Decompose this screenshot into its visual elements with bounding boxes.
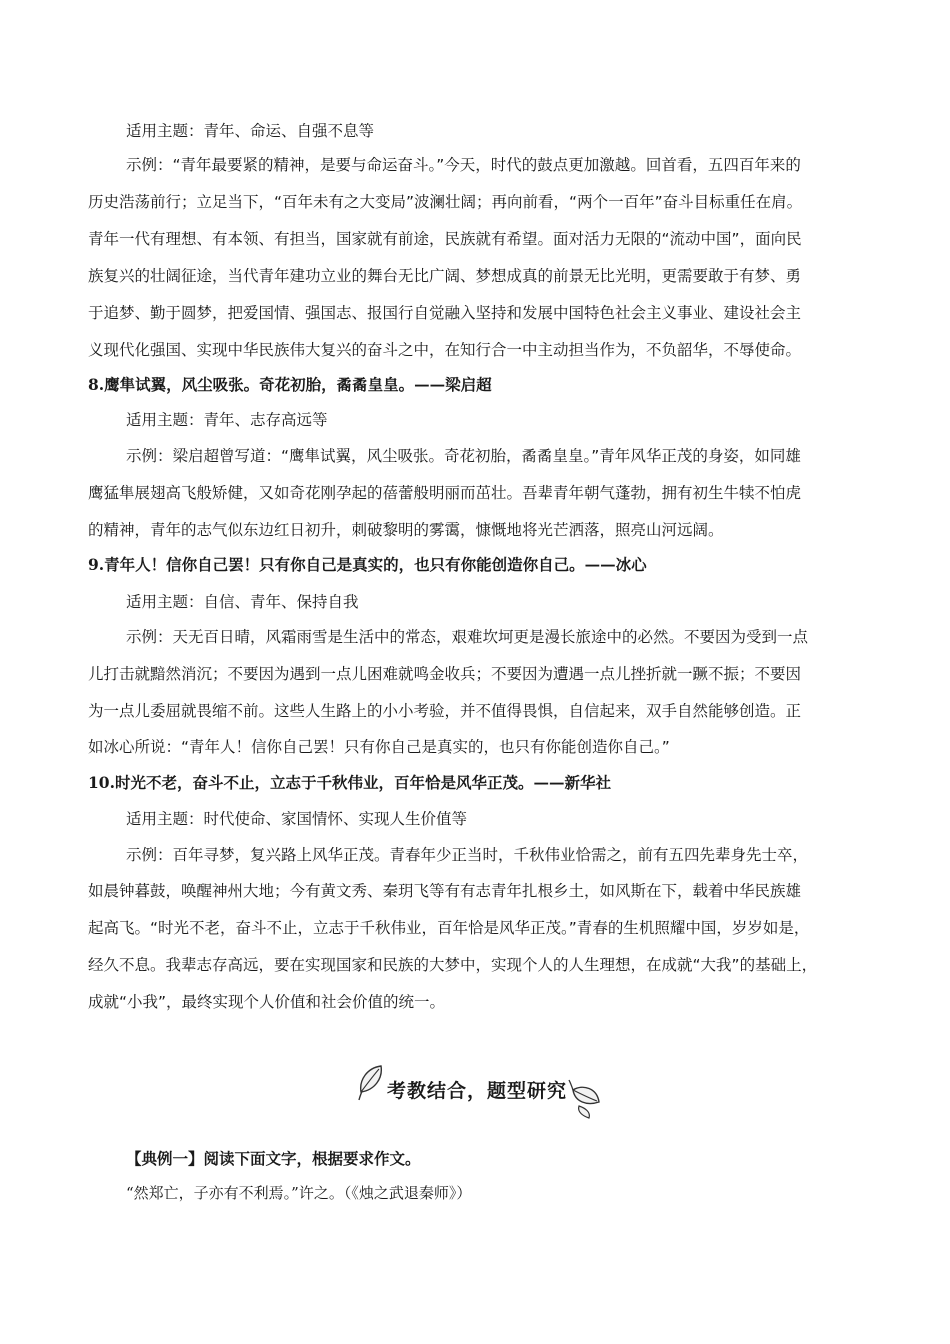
example-line: 经久不息。我辈志存高远，要在实现国家和民族的大梦中，实现个人的人生理想，在成就“大我”的基础上， xyxy=(88,956,818,974)
example-line: 历史浩荡前行；立足当下，“百年未有之大变局”波澜壮阔；再向前看，“两个一百年”奋斗目标重任在肩。 xyxy=(88,193,803,211)
theme-line: 适用主题：时代使命、家国情怀、实现人生价值等 xyxy=(126,810,468,828)
example-line: 于追梦、勤于圆梦，把爱国情、强国志、报国行自觉融入坚持和发展中国特色社会主义事业、建设社会主 xyxy=(88,304,802,322)
example-line: 起高飞。“时光不老，奋斗不止，立志于千秋伟业，百年恰是风华正茂。”青春的生机照耀中国，岁岁如是， xyxy=(88,919,810,937)
leaf-icon xyxy=(355,1062,391,1102)
example-line: 青年一代有理想、有本领、有担当，国家就有前途，民族就有希望。面对活力无限的“流动中国”，面向民 xyxy=(88,230,802,248)
example-line: 儿打击就黯然消沉；不要因为遇到一点儿困难就鸣金收兵；不要因为遭遇一点儿挫折就一蹶不振；不要因 xyxy=(88,665,802,683)
example-line: 如晨钟暮鼓，唤醒神州大地；今有黄文秀、秦玥飞等有有志青年扎根乡土，如风斯在下，载着中华民族雄 xyxy=(88,882,802,900)
example-line: 鹰猛隼展翅高飞般矫健，又如奇花刚孕起的蓓蕾般明丽而茁壮。吾辈青年朝气蓬勃，拥有初生牛犊不怕虎 xyxy=(88,484,802,502)
example-heading: 【典例一】阅读下面文字，根据要求作文。 xyxy=(126,1149,421,1168)
theme-line: 适用主题：自信、青年、保持自我 xyxy=(126,593,359,611)
example-line: 示例：天无百日晴，风霜雨雪是生活中的常态，艰难坎坷更是漫长旅途中的必然。不要因为受到一点 xyxy=(126,628,809,646)
example-line: 为一点儿委屈就畏缩不前。这些人生路上的小小考验，并不值得畏惧，自信起来，双手自然能够创造。正 xyxy=(88,702,802,720)
quote-heading: 9.青年人！信你自己罢！只有你自己是真实的，也只有你能创造你自己。——冰心 xyxy=(88,555,647,574)
banner-title: 考教结合，题型研究 xyxy=(387,1080,568,1102)
example-line: 族复兴的壮阔征途，当代青年建功立业的舞台无比广阔、梦想成真的前景无比光明，更需要敢于有梦、勇 xyxy=(88,267,802,285)
section-banner xyxy=(355,1062,605,1122)
leaf-icon xyxy=(565,1076,605,1120)
example-quote: “然郑亡，子亦有不利焉。”许之。（《烛之武退秦师》） xyxy=(126,1184,472,1202)
example-line: 的精神，青年的志气似东边红日初升，刺破黎明的雾霭，慷慨地将光芒洒落，照亮山河远阔。 xyxy=(88,521,724,539)
theme-line: 适用主题：青年、志存高远等 xyxy=(126,411,328,429)
example-line: 示例：“青年最要紧的精神，是要与命运奋斗。”今天，时代的鼓点更加激越。回首看，五四百年来的 xyxy=(126,156,801,174)
quote-heading: 8.鹰隼试翼，风尘吸张。奇花初胎，矞矞皇皇。——梁启超 xyxy=(88,375,492,394)
example-line: 示例：百年寻梦，复兴路上风华正茂。青春年少正当时，千秋伟业恰需之，前有五四先辈身先士卒， xyxy=(126,846,809,864)
example-line: 示例：梁启超曾写道：“鹰隼试翼，风尘吸张。奇花初胎，矞矞皇皇。”青年风华正茂的身姿，如同雄 xyxy=(126,447,801,465)
quote-heading: 10.时光不老，奋斗不止，立志于千秋伟业，百年恰是风华正茂。——新华社 xyxy=(88,773,611,792)
example-line: 成就“小我”，最终实现个人价值和社会价值的统一。 xyxy=(88,993,446,1011)
example-line: 义现代化强国、实现中华民族伟大复兴的奋斗之中，在知行合一中主动担当作为，不负韶华，不辱使命。 xyxy=(88,341,802,359)
example-line: 如冰心所说：“青年人！信你自己罢！只有你自己是真实的，也只有你能创造你自己。” xyxy=(88,738,670,756)
theme-line: 适用主题：青年、命运、自强不息等 xyxy=(126,122,375,140)
